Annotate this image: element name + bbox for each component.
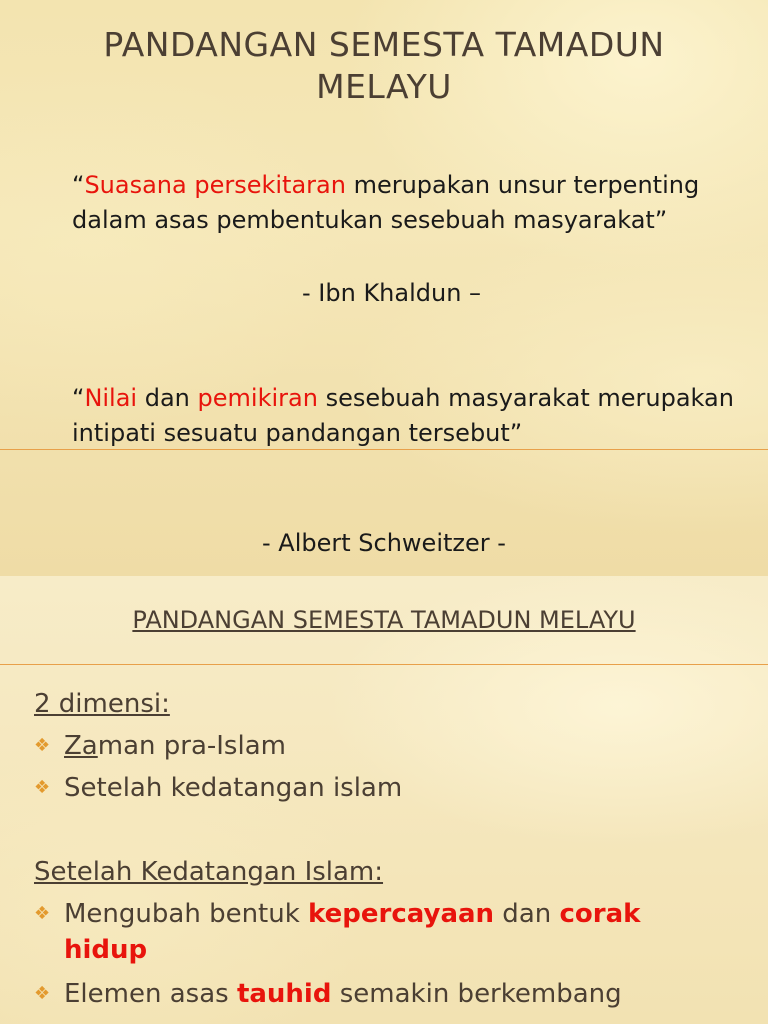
list-item-continuation xyxy=(64,932,147,968)
quote-open-mark: “ xyxy=(72,384,85,412)
diamond-bullet-icon: ❖ xyxy=(34,983,51,1004)
quote-highlight-nilai: Nilai xyxy=(84,384,138,412)
quote-ibn-khaldun xyxy=(72,168,742,238)
quote-text: sesebuah masyarakat merupakan intipati sesuatu pandangan tersebut” xyxy=(72,384,734,447)
list-item-text: Setelah kedatangan islam xyxy=(64,773,403,803)
slide-2-title: PANDANGAN SEMESTA TAMADUN MELAYU xyxy=(132,606,636,634)
quote-highlight-pemikiran: pemikiran xyxy=(197,384,318,412)
diamond-bullet-icon: ❖ xyxy=(34,903,51,924)
list-item xyxy=(34,770,402,806)
list-item xyxy=(34,728,286,764)
divider-line xyxy=(0,664,768,665)
list-item-text: semakin berkembang xyxy=(331,979,622,1009)
quote-highlight: Suasana persekitaran xyxy=(84,171,346,199)
highlight-corak: corak xyxy=(559,899,641,929)
diamond-bullet-icon: ❖ xyxy=(34,777,51,798)
quote-albert-schweitzer xyxy=(72,381,742,451)
list-item-text: Mengubah bentuk xyxy=(64,899,309,929)
quote-text: merupakan unsur terpenting dalam asas pembentukan sesebuah masyarakat” xyxy=(72,171,700,234)
list-item xyxy=(34,976,622,1012)
list-item-text: man pra-Islam xyxy=(97,731,286,761)
list-item-text: Elemen asas xyxy=(64,979,237,1009)
islam-heading: Setelah Kedatangan Islam: xyxy=(34,857,384,887)
list-item-text: dan xyxy=(494,899,560,929)
list-item-underlined: Za xyxy=(64,731,98,761)
highlight-tauhid: tauhid xyxy=(236,979,332,1009)
slide-2 xyxy=(0,576,768,1024)
dimensi-heading: 2 dimensi: xyxy=(34,689,170,719)
slide-1-title: PANDANGAN SEMESTA TAMADUN MELAYU xyxy=(103,25,665,106)
attribution-ibn-khaldun: - Ibn Khaldun – xyxy=(302,279,482,307)
quote-text: dan xyxy=(137,384,198,412)
diamond-bullet-icon: ❖ xyxy=(34,735,51,756)
highlight-kepercayaan: kepercayaan xyxy=(308,899,495,929)
highlight-hidup: hidup xyxy=(64,935,148,965)
list-item xyxy=(34,896,640,932)
quote-open-mark: “ xyxy=(72,171,85,199)
attribution-albert-schweitzer: - Albert Schweitzer - xyxy=(262,529,506,557)
